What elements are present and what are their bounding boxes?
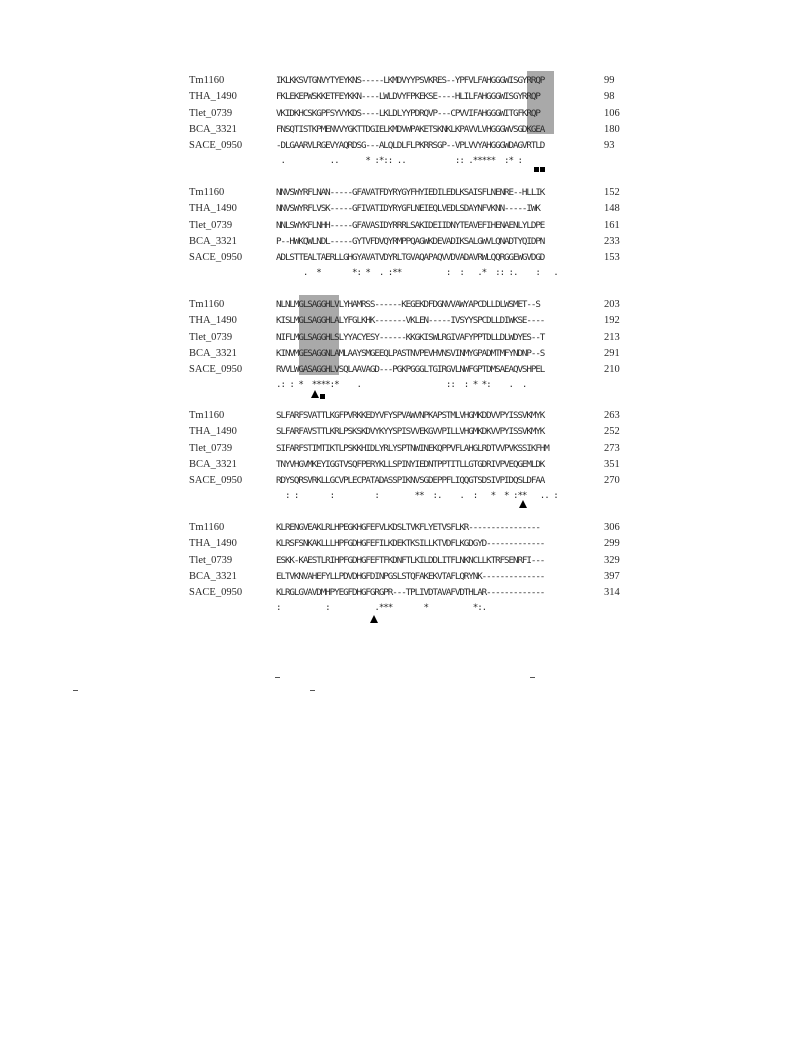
sequence-name: SACE_0950 xyxy=(189,364,243,375)
sequence-residues: SLFARFAVSTTLKRLPSKSKDVYKYYSPISVVEKGVVPILLVHGMKDKVVPYISSVKMYK xyxy=(276,426,545,437)
sequence-end-position: 233 xyxy=(604,236,620,247)
sequence-name: Tlet_0739 xyxy=(189,108,233,119)
sequence-end-position: 299 xyxy=(604,538,620,549)
sequence-residues: P--HWKQWLNDL-----GYTVFDVQYRMPPQAGWKDEVADIKSALGWVLQNADTYQIDPN xyxy=(276,236,545,247)
sequence-name: Tm1160 xyxy=(189,75,225,86)
sequence-residues: KLRGLGVAVDMHPYEGFDHGFGRGPR---TPLIVDTAVAFVDTHLAR------------- xyxy=(276,587,545,598)
sequence-name: BCA_3321 xyxy=(189,571,237,582)
sequence-residues: NNVSWYRFLNAN-----GFAVATFDYRYGYFHYIEDILEDLKSAISFLNENRE--HLLIK xyxy=(276,187,545,198)
sequence-residues: KINVMGESAGGNLAMLAAYSMGEEQLPASTNVPEVHVNSVINMYGPADMTMFYNDNP--S xyxy=(276,348,545,359)
sequence-end-position: 270 xyxy=(604,475,620,486)
sequence-residues: KISLMGLSAGGHLALYFGLKHK-------VKLEN-----IVSYYSPCDLLDIWKSE---- xyxy=(276,315,545,326)
sequence-name: Tm1160 xyxy=(189,299,225,310)
sequence-end-position: 98 xyxy=(604,91,615,102)
sequence-name: THA_1490 xyxy=(189,538,237,549)
square-marker xyxy=(534,167,539,172)
sequence-residues: SLFARFSVATTLKGFPVRKKEDYVFYSPVAWVNPKAPSTMLVHGMKDDVVPYISSVKMYK xyxy=(276,410,545,421)
sequence-end-position: 152 xyxy=(604,187,620,198)
sequence-name: SACE_0950 xyxy=(189,475,243,486)
sequence-end-position: 252 xyxy=(604,426,620,437)
sequence-end-position: 213 xyxy=(604,332,620,343)
sequence-end-position: 273 xyxy=(604,443,620,454)
artifact-mark xyxy=(73,690,78,691)
triangle-marker xyxy=(519,500,527,508)
sequence-name: THA_1490 xyxy=(189,203,237,214)
sequence-end-position: 93 xyxy=(604,140,615,151)
sequence-residues: RVVLWGASAGGHLVSQLAAVAGD---PGKPGGGLTGIRGVLNWFGPTDMSAEAQVSHPEL xyxy=(276,364,545,375)
sequence-residues: FKLEKEPWSKKETFEYKKN----LWLDVYFPKEKSE----HLILFAHGGGWISGYRRQP xyxy=(276,91,540,102)
sequence-name: BCA_3321 xyxy=(189,459,237,470)
consensus-symbols: . .. * :*:: .. :: .***** :* : xyxy=(276,155,522,166)
consensus-symbols: . * *: * . :** : : .* :: :. : . xyxy=(276,267,558,278)
sequence-end-position: 106 xyxy=(604,108,620,119)
sequence-residues: KLRENGVEAKLRLHPEGKHGFEFVLKDSLTVKFLYETVSFLKR---------------- xyxy=(276,522,540,533)
sequence-name: Tm1160 xyxy=(189,187,225,198)
sequence-end-position: 153 xyxy=(604,252,620,263)
sequence-residues: FNSQTISTKPMENVVYGKTTDGIELKMDVWPAKETSKNKLKPAVVLVHGGGWVSGDKGEA xyxy=(276,124,545,135)
sequence-end-position: 161 xyxy=(604,220,620,231)
sequence-end-position: 291 xyxy=(604,348,620,359)
triangle-marker xyxy=(370,615,378,623)
sequence-end-position: 397 xyxy=(604,571,620,582)
consensus-symbols: : : : : ** :. . : * * :** .. : xyxy=(276,490,558,501)
sequence-end-position: 314 xyxy=(604,587,620,598)
sequence-end-position: 329 xyxy=(604,555,620,566)
sequence-residues: IKLKKSVTGNVYTYEYKNS-----LKMDVYYPSVKRES--YPFVLFAHGGGWISGYRRQP xyxy=(276,75,545,86)
sequence-name: Tlet_0739 xyxy=(189,332,233,343)
sequence-end-position: 148 xyxy=(604,203,620,214)
sequence-name: THA_1490 xyxy=(189,315,237,326)
sequence-name: BCA_3321 xyxy=(189,348,237,359)
sequence-residues: NNVSWYRFLVSK-----GFIVATIDYRYGFLNEIEQLVEDLSDAYNFVKNN-----IWK xyxy=(276,203,540,214)
sequence-end-position: 306 xyxy=(604,522,620,533)
artifact-mark xyxy=(530,677,535,678)
sequence-residues: ESKK-KAESTLRIHPFGDHGFEFTFKDNFTLKILDDLITFLNKNCLLKTRFSENRFI--- xyxy=(276,555,545,566)
sequence-residues: TNYVHGVMKEYIGGTVSQFPERYKLLSPINYIEDNTPPTITLLGTGDRIVPVEQGEMLDK xyxy=(276,459,545,470)
sequence-name: Tlet_0739 xyxy=(189,555,233,566)
sequence-name: BCA_3321 xyxy=(189,236,237,247)
sequence-end-position: 180 xyxy=(604,124,620,135)
sequence-residues: NIFLMGLSAGGHLSLYYACYESY------KKGKISWLRGIVAFYPPTDLLDLWDYES--T xyxy=(276,332,545,343)
sequence-residues: VKIDKHCSKGPFSYVYKDS----LKLDLYYPDRQVP---CPVVIFAHGGGWITGFKRQP xyxy=(276,108,540,119)
sequence-residues: ADLSTTEALTAERLLGHGYAVATVDYRLTGVAQAPAQVVDVADAVRWLQQRGGEWGVDGD xyxy=(276,252,545,263)
sequence-name: BCA_3321 xyxy=(189,124,237,135)
sequence-name: SACE_0950 xyxy=(189,252,243,263)
sequence-residues: NLNLMGLSAGGHLVLYHAMRSS------KEGEKDFDGNVVAWYAPCDLLDLWSMET--S xyxy=(276,299,540,310)
sequence-end-position: 263 xyxy=(604,410,620,421)
sequence-name: SACE_0950 xyxy=(189,140,243,151)
sequence-name: Tlet_0739 xyxy=(189,443,233,454)
artifact-mark xyxy=(275,677,280,678)
artifact-mark xyxy=(310,690,315,691)
sequence-name: THA_1490 xyxy=(189,91,237,102)
sequence-residues: NNLSWYKFLNHH-----GFAVASIDYRRRLSAKIDEIIDNYTEAVEFIHENAENLYLDPE xyxy=(276,220,545,231)
sequence-residues: -DLGAARVLRGEVYAQRDSG---ALQLDLFLPKRRSGP--VPLVVYAHGGGWDAGVRTLD xyxy=(276,140,545,151)
sequence-name: SACE_0950 xyxy=(189,587,243,598)
sequence-end-position: 203 xyxy=(604,299,620,310)
sequence-name: THA_1490 xyxy=(189,426,237,437)
sequence-end-position: 351 xyxy=(604,459,620,470)
sequence-name: Tlet_0739 xyxy=(189,220,233,231)
sequence-residues: KLRSFSNKAKLLLHPFGDHGFEFILKDEKTKSILLKTVDFLKGDGYD------------- xyxy=(276,538,545,549)
triangle-marker xyxy=(311,390,319,398)
sequence-residues: ELTVKNVAHEFYLLPDVDHGFDINPGSLSTQFAKEKVTAFLQRYNK-------------- xyxy=(276,571,545,582)
square-marker xyxy=(540,167,545,172)
sequence-end-position: 192 xyxy=(604,315,620,326)
sequence-name: Tm1160 xyxy=(189,522,225,533)
sequence-end-position: 99 xyxy=(604,75,615,86)
sequence-end-position: 210 xyxy=(604,364,620,375)
square-marker xyxy=(320,394,325,399)
sequence-name: Tm1160 xyxy=(189,410,225,421)
sequence-residues: RDYSQRSVRKLLGCVPLECPATADASSPIKNVSGDEPPFLIQQGTSDSIVPIDQSLDFAA xyxy=(276,475,545,486)
consensus-symbols: .: : * ****:* . :: : * *: . . xyxy=(276,379,527,390)
consensus-symbols: : : .*** * *:. xyxy=(276,602,487,613)
sequence-residues: SIFARFSTIMTIKTLPSKKHIDLYRLYSPTNWINEKQPPVFLAHGLRDTVVPVKSSIKFHM xyxy=(276,443,549,454)
